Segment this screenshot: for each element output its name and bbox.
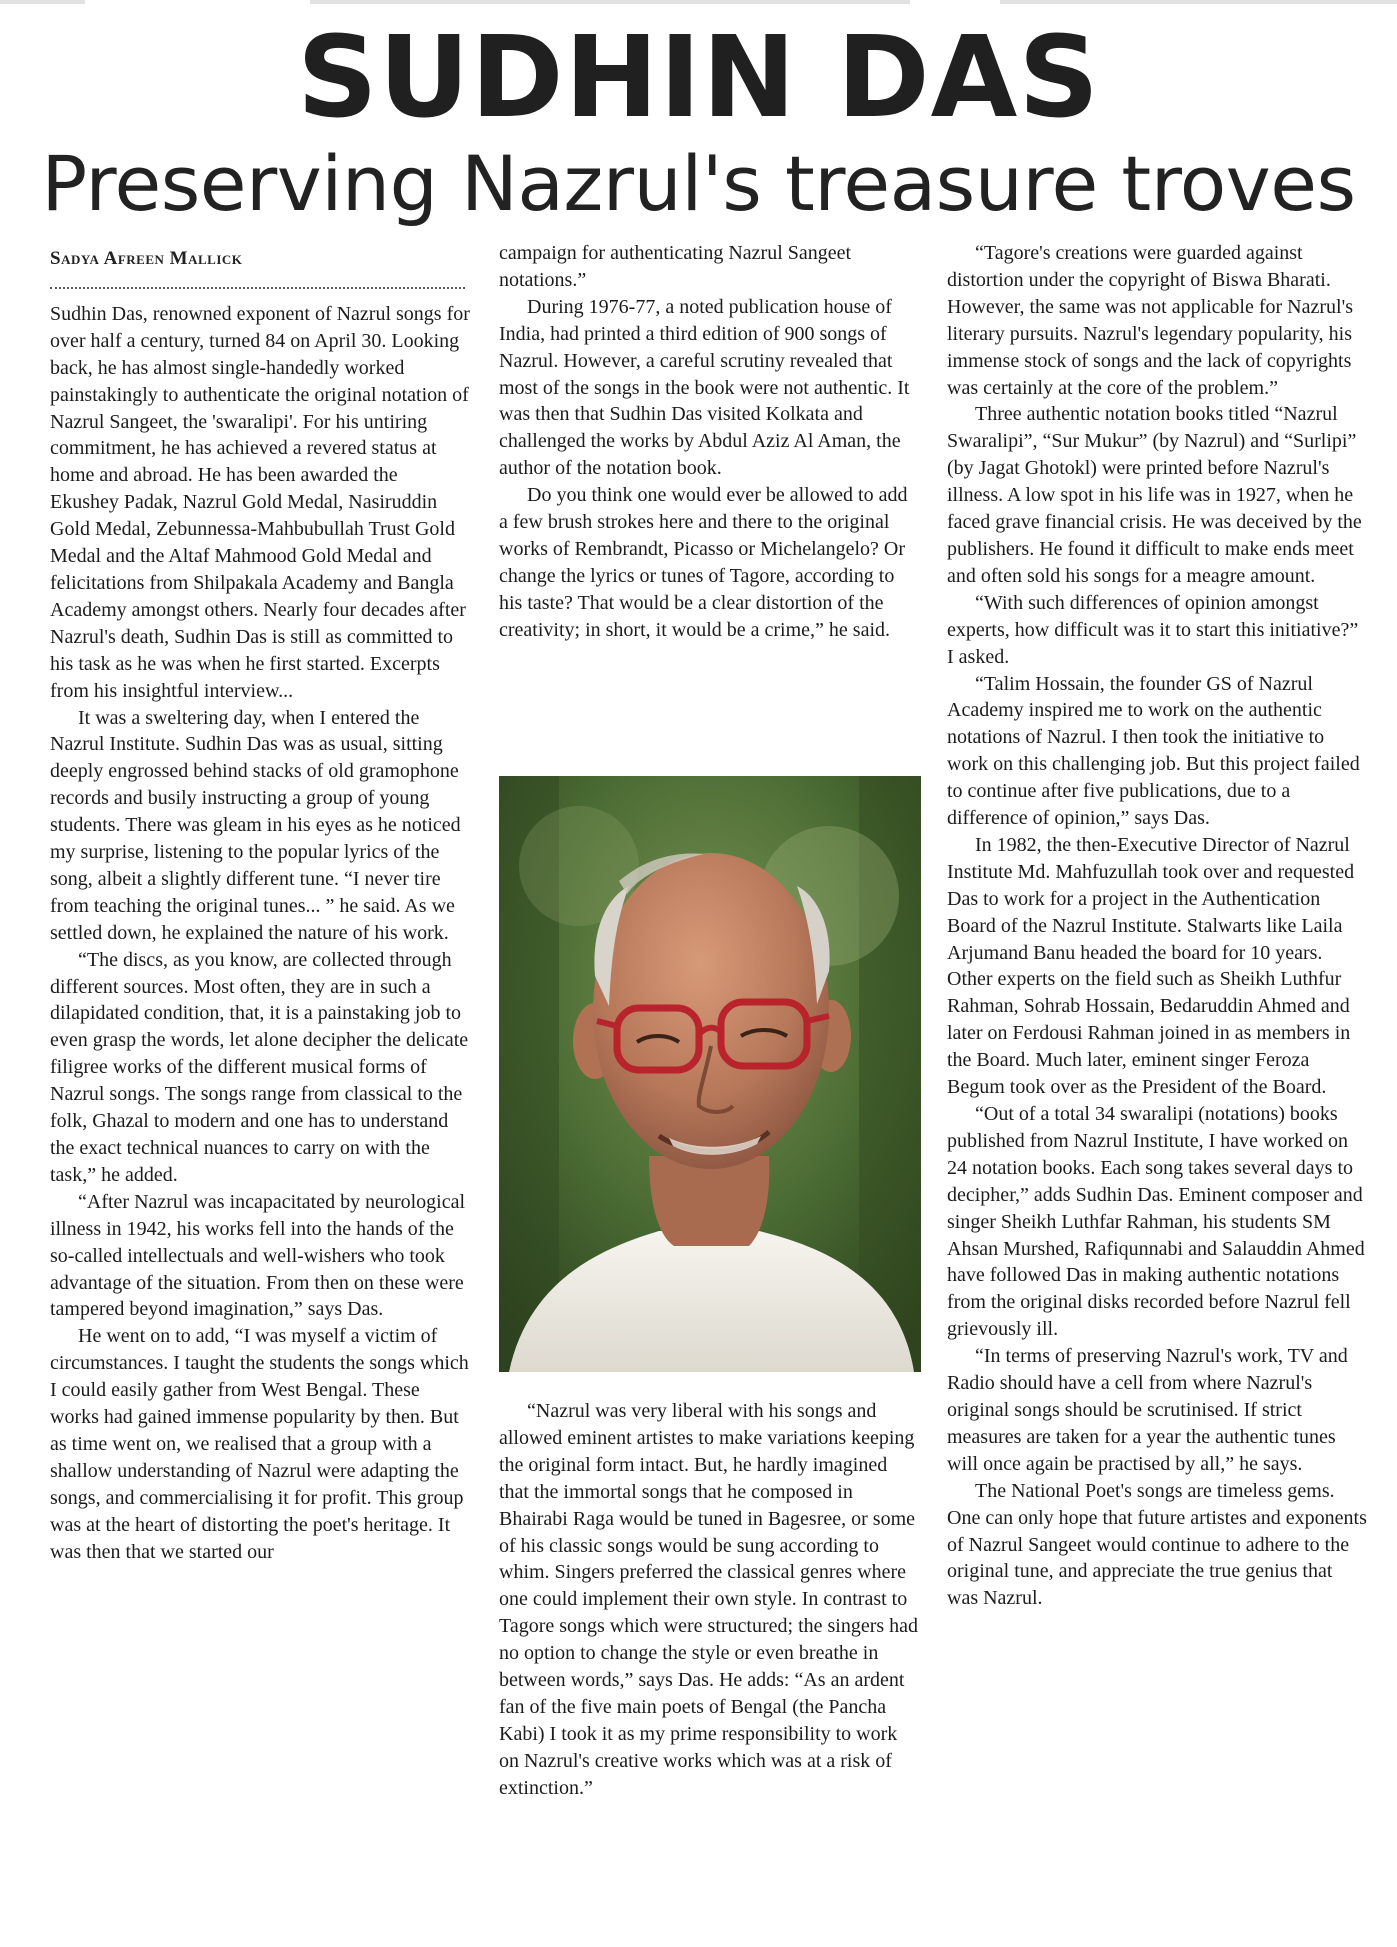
byline-divider — [50, 287, 465, 289]
subheadline: Preserving Nazrul's treasure troves — [41, 139, 1356, 228]
paragraph: In 1982, the then-Executive Director of Nazrul Institute Md. Mahfuzullah took over and requested Das to work for a project in the Authentication Board of the Nazrul Institute. Stalwarts like Laila Arjumand Banu headed the board for 10 years. Other experts on the field such as Sheikh Luthfur Rahman, Sohrab Hossain, Bedaruddin Ahmed and later on Ferdousi Rahman joined in as members in the Board. Much later, eminent singer Feroza Begum took over as the President of the Board. — [947, 833, 1355, 1099]
paragraph: “Nazrul was very liberal with his songs and allowed eminent artistes to make variations keeping the original form intact. But, he hardly imagined that the immortal songs that he composed in Bhairabi Raga would be tuned in Bagesree, or some of his classic songs would be sung according to whim. Singers preferred the classical genres where one could implement their own style. In contrast to Tagore songs which were structured; the singers had no option to change the style or even breathe in between words,” says Das. He adds: “As an ardent fan of the five main poets of Bengal (the Pancha Kabi) I took it as my prime responsibility to work on Nazrul's creative works which was at a risk of extinction.” — [499, 1400, 919, 1799]
top-border — [0, 0, 1397, 6]
article-column-2-bottom — [499, 1398, 919, 1802]
paragraph: He went on to add, “I was myself a victim of circumstances. I taught the students the songs which I could easily gather from West Bengal. These works had gained immense popularity by then. But as time went on, we realised that a group with a shallow understanding of Nazrul were adapting the songs, and commercialising it for profit. This group was at the heart of distorting the poet's heritage. It was then that we started our — [50, 1325, 469, 1563]
paragraph: “Tagore's creations were guarded against distortion under the copyright of Biswa Bharati. However, the same was not applicable for Nazrul's literary pursuits. Nazrul's legendary popularity, his immense stock of songs and the lack of copyrights was certainly at the core of the problem.” — [947, 242, 1353, 399]
article-column-3 — [947, 240, 1367, 1612]
article-column-1 — [50, 240, 470, 1566]
paragraph: The National Poet's songs are timeless gems. One can only hope that future artistes and exponents of Nazrul Sangeet would continue to adhere to the original tune, and appreciate the true genius that was Nazrul. — [947, 1479, 1367, 1610]
paragraph: “The discs, as you know, are collected through different sources. Most often, they are in such a dilapidated condition, that, it is a painstaking job to even grasp the words, let alone decipher the delicate filigree works of the different musical forms of Nazrul songs. The songs range from classical to the folk, Ghazal to modern and one has to understand the exact technical nuances to carry on with the task,” he added. — [50, 948, 469, 1186]
paragraph: It was a sweltering day, when I entered the Nazrul Institute. Sudhin Das was as usual, sitting deeply engrossed behind stacks of old gramophone records and busily instructing a group of young students. There was gleam in his eyes as he noticed my surprise, listening to the popular lyrics of the song, albeit a slightly different tune. “I never tire from teaching the original tunes... ” he said. As we settled down, he explained the nature of his work. — [50, 706, 461, 944]
paragraph: Three authentic notation books titled “Nazrul Swaralipi”, “Sur Mukur” (by Nazrul) and “Surlipi” (by Jagat Ghotokl) were printed before Nazrul's illness. A low spot in his life was in 1927, when he faced grave financial crisis. He was deceived by the publishers. He found it difficult to make ends meet and often sold his songs for a meagre amount. — [947, 403, 1362, 587]
paragraph: “After Nazrul was incapacitated by neurological illness in 1942, his works fell into the hands of the so-called intellectuals and well-wishers who took advantage of the situation. From then on these were tampered beyond imagination,” says Das. — [50, 1190, 466, 1321]
paragraph: Do you think one would ever be allowed to add a few brush strokes here and there to the original works of Rembrandt, Picasso or Michelangelo? Or change the lyrics or tunes of Tagore, according to his taste? That would be a clear distortion of the creativity; in short, it would be a crime,” he said. — [499, 484, 908, 641]
byline: Sadya Afreen Mallick — [50, 248, 243, 269]
paragraph: “In terms of preserving Nazrul's work, TV and Radio should have a cell from where Nazrul's original songs should be scrutinised. If strict measures are taken for a year the authentic tunes will once again be practised by all,” he says. — [947, 1345, 1348, 1475]
paragraph: “With such differences of opinion amongst experts, how difficult was it to start this initiative?” I asked. — [947, 591, 1359, 668]
paragraph: During 1976-77, a noted publication house of India, had printed a third edition of 900 songs of Nazrul. However, a careful scrutiny revealed that most of the songs in the book were not authentic. It was then that Sudhin Das visited Kolkata and challenged the works by Abdul Aziz Al Aman, the author of the notation book. — [499, 295, 910, 480]
paragraph: “Out of a total 34 swaralipi (notations) books published from Nazrul Institute, I have worked on 24 notation books. Each song takes several days to decipher,” adds Sudhin Das. Eminent composer and singer Sheikh Luthfar Rahman, his students SM Ahsan Murshed, Rafiqunnabi and Salauddin Ahmed have followed Das in making authentic notations from the original disks recorded before Nazrul fell grievously ill. — [947, 1103, 1365, 1341]
portrait-photo — [499, 776, 921, 1372]
paragraph: “Talim Hossain, the founder GS of Nazrul Academy inspired me to work on the authentic notations of Nazrul. I then took the initiative to work on this challenging job. But this project failed to continue after five publications, due to a difference of opinion,” says Das. — [947, 672, 1360, 830]
paragraph: campaign for authenticating Nazrul Sangeet notations.” — [499, 242, 852, 291]
paragraph: Sudhin Das, renowned exponent of Nazrul songs for over half a century, turned 84 on April 30. Looking back, he has almost single-handedly worked painstakingly to authenticate the original notation of Nazrul Sangeet, the 'swaralipi'. For his untiring commitment, he has achieved a revered status at home and abroad. He has been awarded the Ekushey Padak, Nazrul Gold Medal, Nasiruddin Gold Medal, Zebunnessa-Mahbubullah Trust Gold Medal and the Altaf Mahmood Gold Medal and felicitations from Shilpakala Academy and Bangla Academy amongst others. Nearly four decades after Nazrul's death, Sudhin Das is still as committed to his task as he was when he first started. Excerpts from his insightful interview... — [50, 302, 470, 702]
headline: SUDHIN DAS — [296, 13, 1101, 143]
article-column-2-top — [499, 240, 919, 644]
